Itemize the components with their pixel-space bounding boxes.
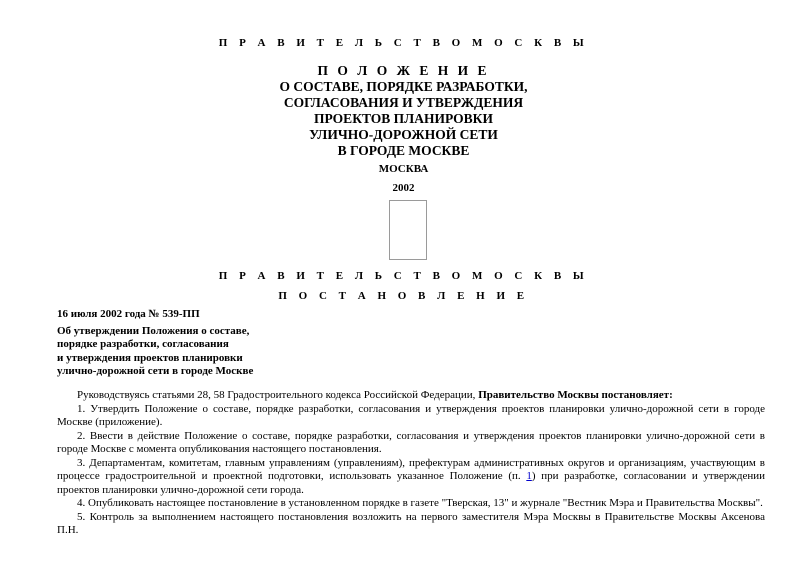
item-2-paragraph: [57, 430, 765, 457]
title-line-3: ПРОЕКТОВ ПЛАНИРОВКИ: [314, 111, 493, 126]
subject-line-1: Об утверждении Положения о составе,: [57, 325, 250, 337]
item-3-link[interactable]: 1: [526, 470, 532, 482]
intro-paragraph: [57, 389, 765, 403]
city-label: МОСКВА: [378, 163, 429, 175]
item-3-text-after: ) при разработке, согласовании и утверждении проектов планировки улично-дорожной сети города.: [57, 470, 765, 496]
polozhenie-title-block: [0, 63, 807, 159]
decree-body: [57, 389, 765, 538]
item-1-paragraph: [57, 403, 765, 430]
title-line-1: О СОСТАВЕ, ПОРЯДКЕ РАЗРАБОТКИ,: [279, 79, 528, 94]
item-5-text: 5. Контроль за выполнением настоящего постановления возложить на первого заместителя Мэра Москвы в Правительстве Москвы Аксенова П.Н.: [57, 510, 765, 536]
title-line-4: УЛИЧНО-ДОРОЖНОЙ СЕТИ: [309, 127, 498, 142]
title-line-2: СОГЛАСОВАНИЯ И УТВЕРЖДЕНИЯ: [283, 95, 524, 110]
intro-text: Руководствуясь статьями 28, 58 Градостроительного кодекса Российской Федерации,: [77, 389, 479, 401]
item-3-paragraph: [57, 457, 765, 498]
item-1-text: 1. Утвердить Положение о составе, порядке разработки, согласования и утверждения проектов планировки улично-дорожной сети в городе Москве (приложение).: [57, 402, 765, 428]
subject-line-2: порядке разработки, согласования: [57, 338, 229, 351]
intro-bold-text: Правительство Москвы постановляет:: [478, 389, 673, 401]
government-heading-top: П Р А В И Т Е Л Ь С Т В О М О С К В Ы: [218, 37, 589, 49]
government-heading-decree: П Р А В И Т Е Л Ь С Т В О М О С К В Ы: [218, 270, 589, 282]
item-2-text: 2. Ввести в действие Положение о составе, порядке разработки, согласования и утверждения проектов планировки улично-дорожной сети в городе Москве с момента опубликования настоящего постановления.: [57, 429, 765, 455]
subject-line-3: и утверждения проектов планировки: [57, 351, 243, 364]
decree-date-number: 16 июля 2002 года № 539-ПП: [57, 308, 200, 320]
item-3-text-before: 3. Департаментам, комитетам, главным управлениям (управлениям), префектурам административных округов и организациям, участвующим в процессе градостроительной и проектной подготовки, использовать указанное Положение (п.: [57, 456, 765, 482]
item-5-paragraph: [57, 511, 765, 538]
item-4-paragraph: [57, 497, 765, 511]
emblem-placeholder: [389, 200, 427, 260]
subject-line-4: улично-дорожной сети в городе Москве: [57, 364, 254, 377]
polozhenie-heading: П О Л О Ж Е Н И Е: [317, 63, 490, 78]
item-4-text: 4. Опубликовать настоящее постановление в установленном порядке в газете "Тверская, 13" и журнале "Вестник Мэра и Правительства Москвы".: [77, 497, 763, 509]
decree-subject: [57, 325, 297, 378]
title-line-5: В ГОРОДЕ МОСКВЕ: [337, 143, 470, 158]
postanovlenie-heading: П О С Т А Н О В Л Е Н И Е: [278, 290, 529, 302]
year-label: 2002: [392, 182, 415, 194]
